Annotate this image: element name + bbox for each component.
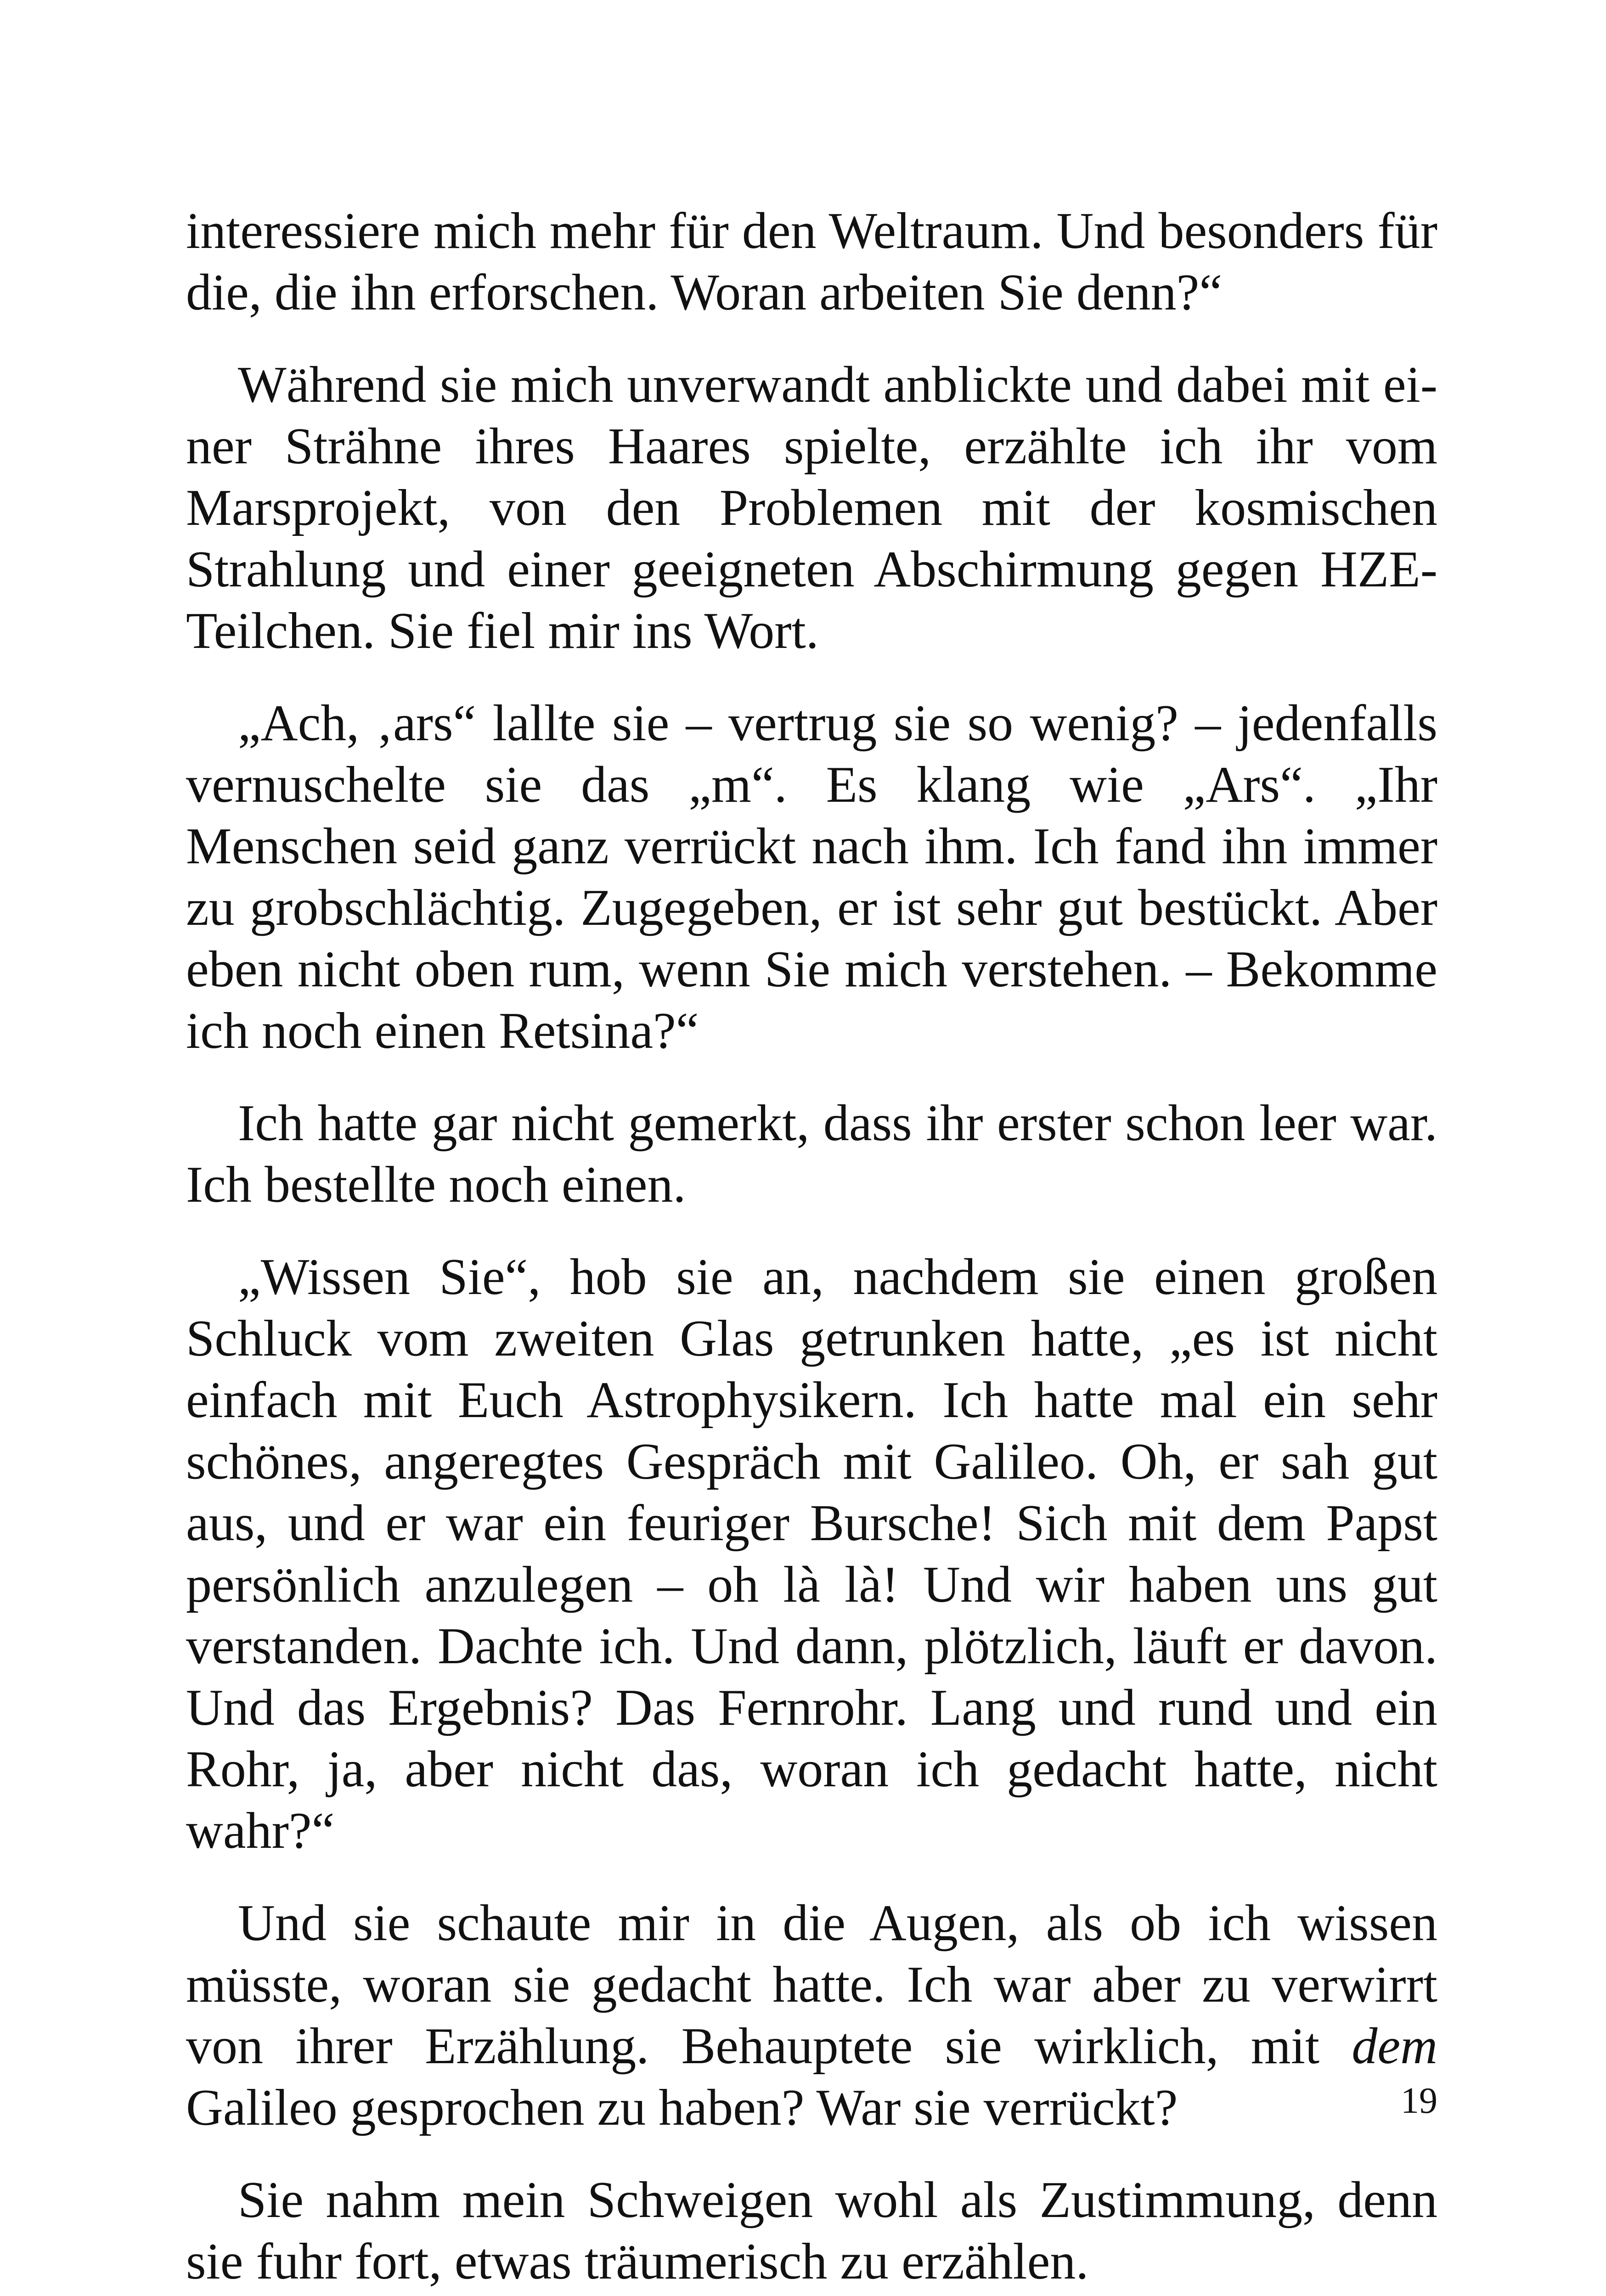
paragraph <box>186 1892 1437 2138</box>
page-number: 19 <box>1401 2081 1437 2121</box>
paragraph <box>186 2169 1437 2292</box>
emphasis-text: dem <box>1352 2018 1437 2075</box>
paragraph-text: Galileo gesprochen zu haben? War sie verrückt? <box>186 2079 1178 2136</box>
paragraph <box>186 1092 1437 1216</box>
paragraph <box>186 692 1437 1062</box>
body-text <box>186 200 1437 2296</box>
paragraph-text: Ich hatte gar nicht gemerkt, dass ihr erster schon leer war. Ich bestellte noch einen. <box>186 1095 1437 1213</box>
paragraph-text: „Ach, ‚ars“ lallte sie – vertrug sie so wenig? – jedenfalls vernuschelte sie das „m“. Es klang wie „Ars“. „Ihr Menschen seid ganz verrückt nach ihm. Ich fand ihn immer zu grobschlächtig. Zugegeben, er ist sehr gut bestückt. Aber eben nicht oben rum, wenn Sie mich verstehen. – Bekomme ich noch einen Retsina?“ <box>186 695 1437 1059</box>
paragraph-text: Und sie schaute mir in die Augen, als ob ich wissen müsste, woran sie gedacht hatte. Ich war aber zu verwirrt von ihrer Erzählung. Behauptete sie wirklich, mit <box>186 1895 1437 2075</box>
paragraph <box>186 354 1437 662</box>
paragraph <box>186 200 1437 323</box>
paragraph <box>186 1246 1437 1862</box>
paragraph-text: interessiere mich mehr für den Weltraum. Und besonders für die, die ihn erforschen. Woran arbeiten Sie denn?“ <box>186 203 1437 321</box>
paragraph-text: Während sie mich unverwandt anblickte und dabei mit einer Strähne ihres Haares spielte, erzählte ich ihr vom Marsprojekt, von den Problemen mit der kosmischen Strahlung und einer geeigneten Abschirmung gegen HZE-Teilchen. Sie fiel mir ins Wort. <box>186 356 1437 659</box>
paragraph-text: „Wissen Sie“, hob sie an, nachdem sie einen großen Schluck vom zweiten Glas getrunken hatte, „es ist nicht einfach mit Euch Astrophysikern. Ich hatte mal ein sehr schönes, angeregtes Gespräch mit Galileo. Oh, er sah gut aus, und er war ein feuriger Bursche! Sich mit dem Papst persönlich anzulegen – oh là là! Und wir haben uns gut verstanden. Dachte ich. Und dann, plötzlich, läuft er davon. Und das Ergebnis? Das Fernrohr. Lang und rund und ein Rohr, ja, aber nicht das, woran ich gedacht hatte, nicht wahr?“ <box>186 1249 1437 1859</box>
paragraph-text: Sie nahm mein Schweigen wohl als Zustimmung, denn sie fuhr fort, etwas träumerisch zu erzählen. <box>186 2172 1437 2290</box>
